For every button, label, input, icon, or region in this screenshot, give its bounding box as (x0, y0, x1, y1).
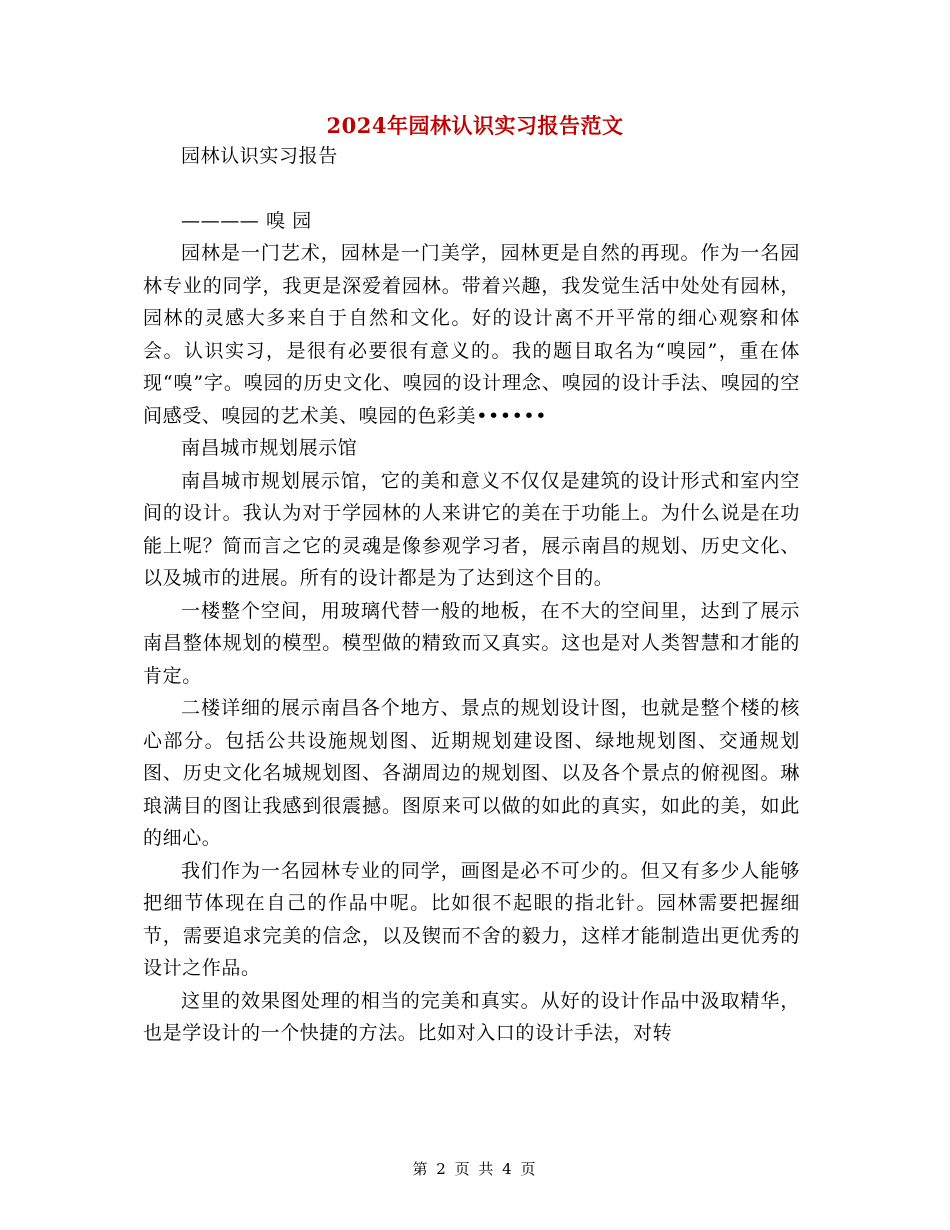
subtitle: ———— 嗅 园 (181, 209, 312, 232)
paragraph: 我们作为一名园林专业的同学，画图是必不可少的。但又有多少人能够把细节体现在自己的作品中呢。比如很不起眼的指北针。园林需要把握细节，需要追求完美的信念，以及锲而不舍的毅力，这样才能制造出更优秀的设计之作品。 (143, 859, 800, 979)
document-body (143, 140, 800, 1050)
blank-line (143, 173, 800, 205)
section-heading: 南昌城市规划展示馆 (181, 437, 358, 459)
paragraph: 这里的效果图处理的相当的完美和真实。从好的设计作品中汲取精华，也是学设计的一个快捷的方法。比如对入口的设计手法，对转 (143, 989, 800, 1044)
page-footer: 第 2 页 共 4 页 (412, 1160, 538, 1178)
paragraph: 南昌城市规划展示馆，它的美和意义不仅仅是建筑的设计形式和室内空间的设计。我认为对于学园林的人来讲它的美在于功能上。为什么说是在功能上呢？简而言之它的灵魂是像参观学习者，展示南昌的规划、历史文化、以及城市的进展。所有的设计都是为了达到这个目的。 (143, 469, 800, 589)
paragraph: 园林是一门艺术，园林是一门美学，园林更是自然的再现。作为一名园林专业的同学，我更是深爱着园林。带着兴趣，我发觉生活中处处有园林，园林的灵感大多来自于自然和文化。好的设计离不开平常的细心观察和体会。认识实习，是很有必要很有意义的。我的题目取名为“嗅园”，重在体现“嗅”字。嗅园的历史文化、嗅园的设计理念、嗅园的设计手法、嗅园的空间感受、嗅园的艺术美、嗅园的色彩美•••••• (143, 242, 800, 427)
paragraph: 二楼详细的展示南昌各个地方、景点的规划设计图，也就是整个楼的核心部分。包括公共设施规划图、近期规划建设图、绿地规划图、交通规划图、历史文化名城规划图、各湖周边的规划图、以及各个景点的俯视图。琳琅满目的图让我感到很震撼。图原来可以做的如此的真实，如此的美，如此的细心。 (143, 697, 800, 849)
document-title: 2024年园林认识实习报告范文 (326, 113, 624, 138)
section-heading: 园林认识实习报告 (181, 145, 338, 167)
paragraph: 一楼整个空间，用玻璃代替一般的地板，在不大的空间里，达到了展示南昌整体规划的模型。模型做的精致而又真实。这也是对人类智慧和才能的肯定。 (143, 599, 800, 687)
